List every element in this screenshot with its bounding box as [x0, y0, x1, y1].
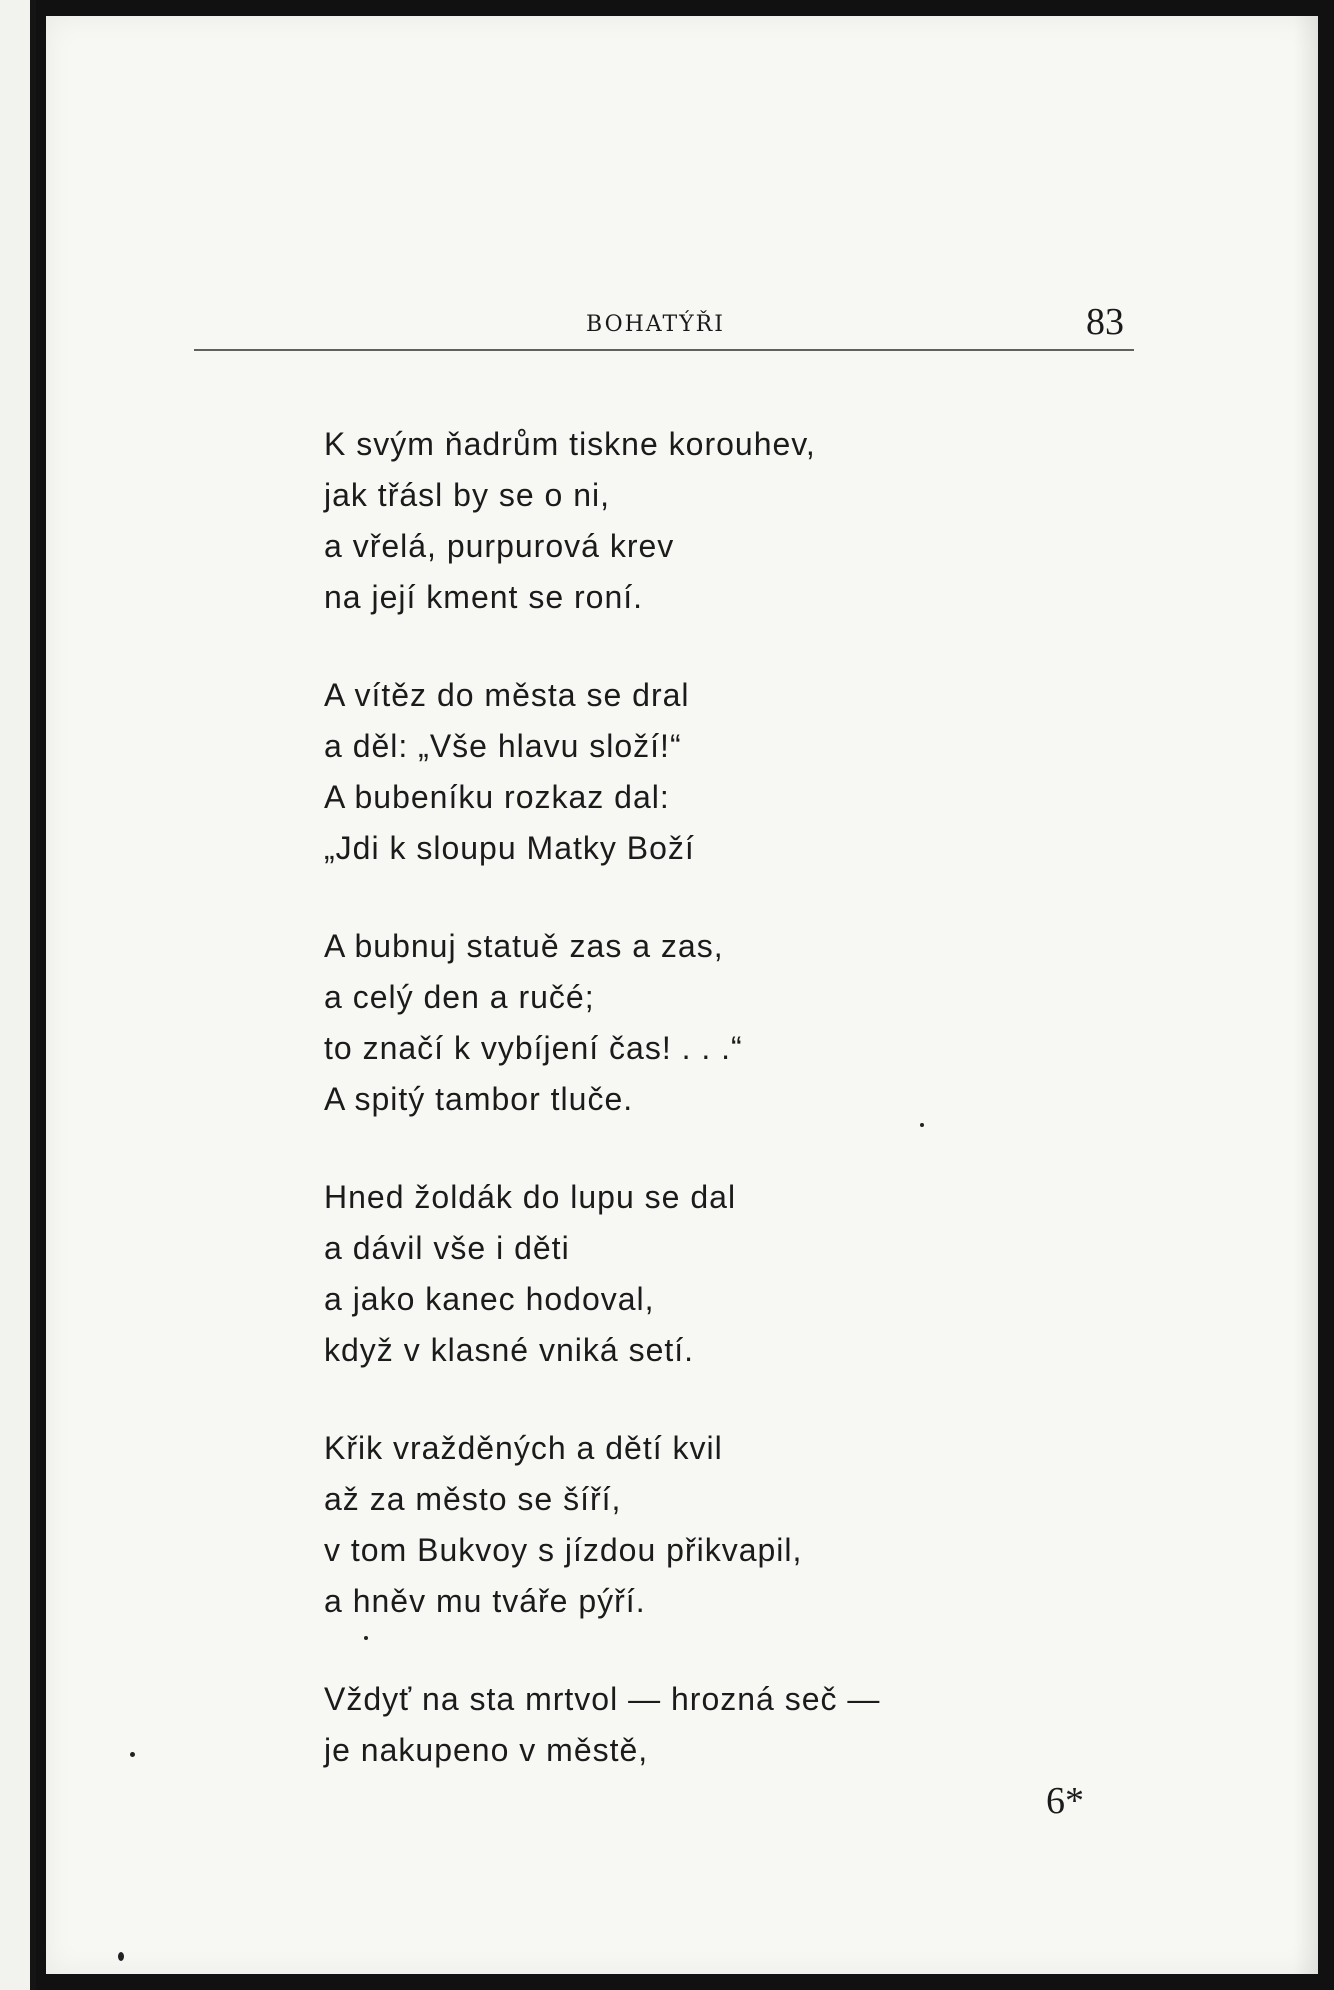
verse-line: až za město se šíří, [324, 1481, 622, 1517]
verse-line: když v klasné vniká setí. [324, 1332, 695, 1368]
header-rule [194, 349, 1134, 351]
running-header-title: BOHATÝŘI [586, 312, 725, 337]
verse-line: je nakupeno v městě, [324, 1732, 649, 1768]
verse-line: na její kment se roní. [324, 579, 644, 615]
stanza-3 [324, 921, 1144, 1125]
verse-line: a vřelá, purpurová krev [324, 528, 675, 564]
print-speck [364, 1636, 368, 1640]
verse-line: A vítěz do města se dral [324, 677, 690, 713]
verse-line: a jako kanec hodoval, [324, 1281, 655, 1317]
book-page [46, 16, 1318, 1974]
stanza-6 [324, 1674, 1144, 1776]
page-number: 83 [1086, 301, 1124, 343]
poem-text [324, 419, 1144, 1823]
verse-line: a dávil vše i děti [324, 1230, 570, 1266]
verse-line: a děl: „Vše hlavu složí!“ [324, 728, 682, 764]
stanza-1 [324, 419, 1144, 623]
page-edge-shadow [1294, 16, 1318, 1974]
verse-line: v tom Bukvoy s jízdou přikvapil, [324, 1532, 803, 1568]
verse-line: K svým ňadrům tiskne korouhev, [324, 426, 816, 462]
verse-line: A spitý tambor tluče. [324, 1081, 634, 1117]
verse-line: a hněv mu tváře pýří. [324, 1583, 646, 1619]
verse-line: a celý den a ručé; [324, 979, 595, 1015]
verse-line: to značí k vybíjení čas! . . .“ [324, 1030, 743, 1066]
verse-line: jak třásl by se o ni, [324, 477, 610, 513]
stanza-2 [324, 670, 1144, 874]
previous-page-edge [0, 0, 36, 1990]
verse-line: Vždyť na sta mrtvol — hrozná seč — [324, 1681, 881, 1717]
print-speck [118, 1952, 124, 1961]
stanza-4 [324, 1172, 1144, 1376]
print-speck [130, 1752, 135, 1757]
stanza-5 [324, 1423, 1144, 1627]
verse-line: „Jdi k sloupu Matky Boží [324, 830, 695, 866]
printer-signature-mark: 6* [1046, 1780, 1084, 1822]
verse-line: A bubnuj statuě zas a zas, [324, 928, 724, 964]
verse-line: Křik vražděných a dětí kvil [324, 1430, 723, 1466]
verse-line: Hned žoldák do lupu se dal [324, 1179, 737, 1215]
verse-line: A bubeníku rozkaz dal: [324, 779, 670, 815]
print-speck [920, 1123, 924, 1127]
